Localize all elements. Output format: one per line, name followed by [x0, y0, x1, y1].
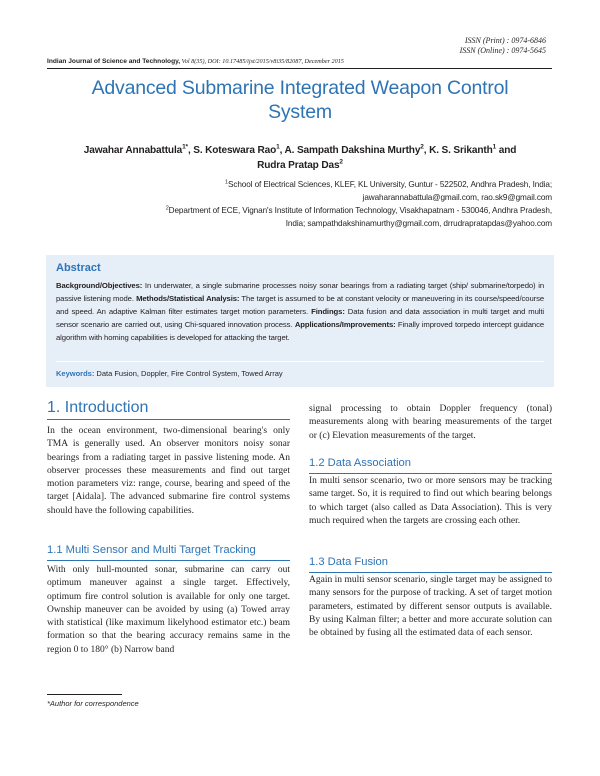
abstract-label: Applications/Improvements:	[294, 319, 396, 329]
abstract-segment: Finally improved torpedo intercept guidance algorithm with homing capabilities is developed for attacking the target.	[56, 319, 545, 342]
keywords-divider	[56, 361, 544, 362]
journal-citation-line	[47, 58, 552, 65]
header-rule	[47, 68, 552, 69]
author-conjunction: and	[496, 145, 517, 156]
affiliation-1	[225, 178, 552, 204]
section-heading-introduction: 1. Introduction	[47, 399, 149, 416]
abstract-heading: Abstract	[56, 262, 101, 274]
affil-mark: 1	[225, 179, 228, 186]
subsection-rule	[309, 473, 552, 474]
subsection-heading-1-3: 1.3 Data Fusion	[309, 556, 388, 568]
abstract-label: Methods/Statistical Analysis:	[136, 293, 240, 303]
journal-citation: Vol 8(35), DOI: 10.17485/ijst/2015/v8i35/82087, December 2015	[181, 58, 344, 65]
affil-email: India; sampathdakshinamurthy@gmail.com, drrudrapratapdas@yahoo.com	[285, 219, 552, 228]
author-affil-mark: 1*	[182, 143, 188, 151]
abstract-body	[56, 280, 544, 345]
keywords	[56, 369, 283, 378]
affiliation-2	[166, 204, 552, 230]
right-column-continuation: signal processing to obtain Doppler frequency (tonal) measurements along with bearing measurements of the target or (c) Elevation measurements of the target.	[309, 404, 552, 441]
subsection-rule	[47, 560, 290, 561]
intro-paragraph: In the ocean environment, two-dimensional bearing's only TMA is generally used. An observer monitors noisy sonar bearings from a radiating target in passive listening mode. An observer processes these measurements and find out target motion parameters viz: range, course, bearing and speed of the target [Aidala]. The advanced submarine fire control systems should have the following capabilities.	[47, 426, 290, 516]
keywords-list: Data Fusion, Doppler, Fire Control System, Towed Array	[94, 369, 283, 378]
journal-name: Indian Journal of Science and Technology,	[47, 58, 181, 65]
author-list	[55, 143, 545, 173]
keywords-label: Keywords:	[56, 369, 95, 378]
affil-text: Department of ECE, Vignan's Institute of Information Technology, Visakhapatnam - 530046, Andhra Pradesh,	[168, 206, 552, 215]
subsection-1-2-paragraph: In multi sensor scenario, two or more sensors may be tracking same target. So, it is required to find out which bearing belongs to which target (also called as Data Association). This is very much required when the targets are crossing each other.	[309, 476, 552, 526]
affil-mark: 2	[165, 205, 169, 212]
author-affil-mark: 2	[420, 143, 424, 151]
subsection-1-3-paragraph: Again in multi sensor scenario, single target may be assigned to many sensors for the purpose of tracking. A set of target motion parameters, estimated by different sensor outputs is available. By using Kalman filter; a better and more accurate solution can be obtained by fusing all the estimated data of each sensor.	[309, 575, 552, 638]
paper-title: Advanced Submarine Integrated Weapon Control System	[91, 77, 509, 123]
abstract-segment: The target is assumed to be at constant velocity or maneuvering in its course/speed/course and speed. An adaptive Kalman filter estimates target motion parameters.	[56, 293, 544, 316]
abstract-label: Findings:	[311, 306, 345, 316]
subsection-1-1-paragraph: With only hull-mounted sonar, submarine can carry out optimum maneuver against a single target. Effectively, optimum fire control solution is available for only one target. Ownship maneuver can be avoided by using (a) Towed array with statistical (like maximum likelyhood estimator etc.) beam formation so that the bearing accuracy remains same in the region 0 to 180° (b) Narrow band	[47, 565, 290, 655]
author-affil-mark: 2	[339, 158, 343, 166]
issn-print: ISSN (Print) : 0974-6846	[464, 36, 546, 45]
affil-email: jawaharannabattula@gmail.com, rao.sk9@gmail.com	[362, 193, 552, 202]
author-name: Rudra Pratap Das	[257, 160, 340, 171]
author-name: , S. Koteswara Rao	[187, 145, 277, 156]
abstract-segment: Data fusion and data association in multi target and multi sensor scenario are carried out, using Chi-squared innovation process.	[56, 306, 545, 329]
author-name: , A. Sampath Dakshina Murthy	[279, 145, 421, 156]
author-name: Jawahar Annabattula	[83, 145, 183, 156]
affil-text: School of Electrical Sciences, KLEF, KL University, Guntur - 522502, Andhra Pradesh, India;	[227, 180, 552, 189]
footnote-rule	[47, 694, 122, 695]
section-rule	[47, 419, 290, 420]
abstract-box	[46, 255, 554, 387]
author-affil-mark: 1	[276, 143, 280, 151]
footnote-correspondence: *Author for correspondence	[47, 699, 139, 708]
subsection-rule	[309, 572, 552, 573]
subsection-heading-1-1: 1.1 Multi Sensor and Multi Target Tracking	[47, 544, 256, 556]
author-name: , K. S. Srikanth	[423, 145, 493, 156]
subsection-heading-1-2: 1.2 Data Association	[309, 457, 411, 469]
author-affil-mark: 1	[492, 143, 497, 151]
abstract-segment: In underwater, a single submarine processes noisy sonar bearings from a radiating target (ship/ submarine/torpedo) in passive listening mode.	[56, 281, 544, 303]
issn-online: ISSN (Online) : 0974-5645	[459, 46, 546, 55]
abstract-label: Background/Objectives:	[56, 281, 143, 290]
